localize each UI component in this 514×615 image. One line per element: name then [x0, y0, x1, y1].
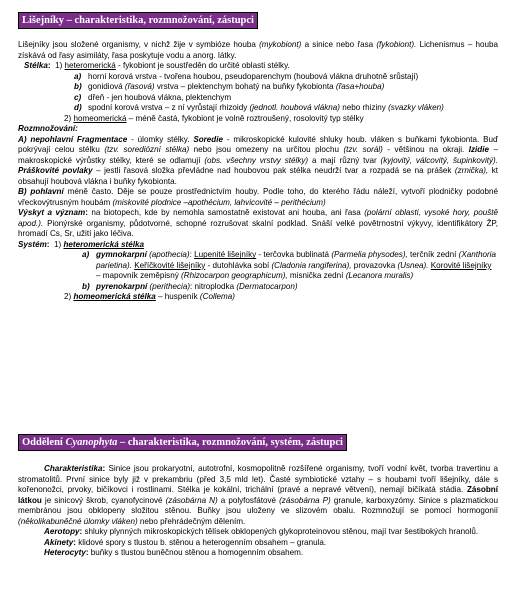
layer-item: b) gonidiová (řasová) vrstva – plektenchym bohatý na buňky fykobionta (řasa+houba)	[74, 82, 385, 92]
section-title-cyanophyta	[18, 434, 498, 451]
aerotopy-paragraph: Aerotopy: shluky plynných mikroskopických tělísek obklopených glykoproteinovou stěnou, mají tvar šestibokých hranolů.	[44, 527, 479, 537]
intro-paragraph: Lišejníky jsou složené organismy, v nichž žije v symbióze houba (mykobiont) a sinice nebo řasa (fykobiont). Lichenismus – houba získává od řasy asimiláty, řasa poskytuje vodu a anorg. látky.	[18, 40, 498, 60]
akinety-paragraph: Akinety: klidové spory s tlustou b. stěnou a heterogenním obsahem – granula.	[44, 537, 327, 547]
layer-item: a) horní korová vrstva - tvořena houbou, pseudoparenchym (houbová vlákna druhotně srůstají)	[74, 71, 419, 81]
layer-item: c) dřeň - jen houbová vlákna, plektenchym	[74, 92, 232, 102]
cyanophyta-body	[18, 464, 498, 559]
system-heteromeric: Systém: 1) heteromerická stélka	[18, 239, 144, 249]
stelka-heteromeric: Stélka: 1) heteromerická - fykobiont je soustředěn do určité oblasti stélky.	[24, 61, 290, 71]
stelka-homeomeric: 2) homeomerická – méně častá, fykobiont je volně roztroušený, rosolovitý typ stélky	[64, 113, 364, 123]
sexual-reproduction: B) pohlavní méně často. Děje se pouze prostřednictvím houby. Podle toho, do kterého řádu náleží, vytvoří plodničky podobné vřeckovýtrusným houbám (miskovité plodnice –apothécium, lahvicovité – perithécium)	[18, 187, 498, 207]
asexual-reproduction: A) nepohlavní Fragmentace - úlomky stélky. Soredie - mikroskopické kulovité shluky houb. vláken s buňkami fykobionta. Buď pokrývají celou stélku (tzv. sorediózní stélka) nebo jsou omezeny na určitou plochu (tzv. sorál) - většinou na okraji. Izidie – makroskopické výrůstky stélky, které se odlamují (obs. všechny vrstvy stélky) a mají různý tvar (kyjovitý, válcovitý, šupinkovitý). Práškovité povlaky – jestli řasová složka převládne nad houbovou pak stélka neudrží tvar a rozpadá se na prášek (zrnička), kt obsahují houbová vlákna i buňky fykobionta.	[18, 134, 498, 186]
occurrence-paragraph: Výskyt a význam: na biotopech, kde by nemohla samostatně existovat ani houba, ani řasa (polární oblasti, vysoké hory, pouště apod.). Pionýrské organismy, půdotvorné, schopné rozrušovat skalní podklad. Snáší velké povětrnostní výkyvy, identifikátory ŽP, hromadí Cs, Sr, užití jako léčiva.	[18, 208, 498, 239]
section-title-lichens	[18, 12, 498, 29]
stelka-layers	[18, 72, 498, 114]
heading-cyanophyta: Oddělení Cyanophyta – charakteristika, rozmnožování, systém, zástupci	[18, 434, 347, 451]
rozmnozovani-label: Rozmnožování:	[18, 124, 78, 134]
layer-item: d) spodní korová vrstva – z ní vyrůstají rhizoidy (jednotl. houbová vlákna) nebo rhiziny (svazky vláken)	[74, 103, 444, 113]
heading-lichens: Lišejníky – charakteristika, rozmnožování, zástupci	[18, 12, 258, 29]
heterocyty-paragraph: Heterocyty: buňky s tlustou buněčnou stěnou a homogenním obsahem.	[44, 548, 304, 558]
lichens-body	[18, 40, 498, 303]
pyrenocarp-item: b) pyrenokarpní (perithecia): nitroplodka (Dermatocarpon)	[82, 281, 298, 291]
characteristics-paragraph: Charakteristika: Sinice jsou prokaryotní, autotrofní, kosmopolitně rozšířené organismy, tvoří vodní květ, tvorba travertinu a stromatolitů. První sinice byly již v prekambriu (před 3,5 mld let). Časté symbiotické vztahy – s houbami tvoří lišejníky, dále s kořenonožci, prvoky, bičíkovci i rostlinami. Stélka je kokální, trichální (pravé a nepravé větvení), nemají bičíkatá stádia. Zásobní látkou je sinicový škrob, cyanofycinové (zásobárna N) a polyfosfátové (zásobárna P) granule, karboxyzómy. Sinice s plazmatickou membránou jsou obklopeny složitou stěnou. Buňky jsou uloženy ve slizovém obalu. Rozmnožují se pomocí hormogonií (několikabuněčné úlomky vláken) nebo přehrádečným dělením.	[18, 464, 498, 526]
system-homeomeric: 2) homeomerická stélka – huspeník (Collema)	[64, 292, 235, 302]
gymnocarp-item: a) gymnokarpní (apothecia): Lupenité lišejníky - terčovka bublinatá (Parmelia physodes), terčník zední (Xanthoria parietina). Keříčkovité lišejníky - dutohlávka sobí (Cladonia rangiferina), provazovka (Usnea). Korovité lišejníky – mapovník zeměpisný (Rhizocarpon geographicum), misnička zední (Lecanora muralis)	[82, 250, 496, 281]
system-gymnocarp	[18, 250, 498, 292]
